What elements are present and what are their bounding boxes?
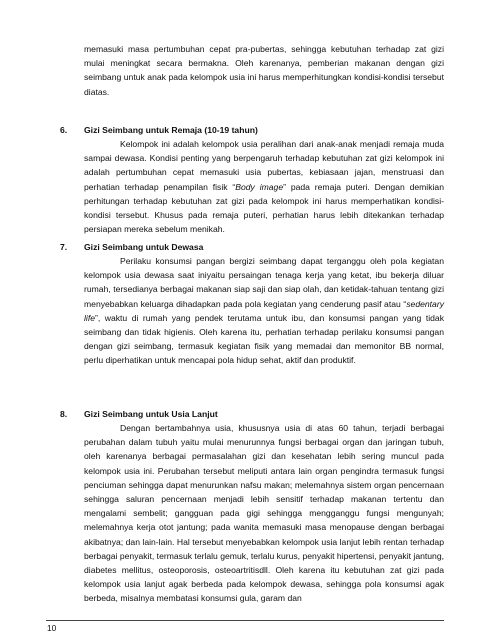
section-6-body [84,137,444,236]
section-6-title: Gizi Seimbang untuk Remaja (10-19 tahun) [84,125,258,135]
section-6-text-a: Kelompok ini adalah kelompok usia peralihan dari anak-anak menjadi remaja muda sampai dewasa. Kondisi penting yang berpengaruh terhadap kebutuhan zat gizi kelompok ini adalah pertumbuhan cepat memasuki usia pubertas, kebiasaan jajan, menstruasi dan perhatian terhadap penampilan fisik “ [84,139,444,192]
section-7-heading [60,240,444,254]
section-7-title: Gizi Seimbang untuk Dewasa [84,242,204,252]
footer-divider [46,620,444,621]
intro-paragraph-block [84,42,444,99]
section-7-text-b: ”, waktu di rumah yang pendek terutama untuk ibu, dan konsumsi pangan yang tidak seimbang dan tidak higienis. Oleh karena itu, perhatian terhadap perilaku konsumsi pangan dengan gizi seimbang, termasuk kegiatan fisik yang memadai dan memonitor BB normal, perlu diperhatikan untuk mencapai pola hidup sehat, aktif dan produktif. [84,312,444,366]
section-6-paragraph [84,137,444,236]
section-7-number: 7. [60,242,68,252]
section-8-text-a: Dengan bertambahnya usia, khususnya usia di atas 60 tahun, terjadi berbagai perubahan dalam tubuh yaitu mulai menurunnya fungsi berbagai organ dan jaringan tubuh, oleh karenanya berbagai permasalahan gizi dan kesehatan lebih sering muncul pada kelompok usia ini. Perubahan tersebut meliputi antara lain organ pengindra termasuk fungsi penciuman sehingga dapat menurunkan nafsu makan; melemahnya sistem organ pencernaan sehingga saluran pencernaan menjadi lebih sensitif terhadap makanan tertentu dan mengalami sembelit; gangguan pada gigi sehingga mengganggu fungsi mengunyah; melemahnya kerja otot jantung; pada wanita memasuki masa menopause dengan berbagai akibatnya; dan lain-lain. Hal tersebut menyebabkan kelompok usia lanjut lebih rentan terhadap berbagai penyakit, termasuk terlalu gemuk, terlalu kurus, penyakit hipertensi, penyakit jantung, diabetes mellitus, osteoporosis, osteoartritisdll. Oleh karena itu kebutuhan zat gizi pada kelompok usia lanjut agak berbeda pada kelompok dewasa, sehingga pola konsumsi agak berbeda, misalnya membatasi konsumsi gula, garam dan [84,423,444,604]
intro-paragraph: memasuki masa pertumbuhan cepat pra-pubertas, sehingga kebutuhan terhadap zat gizi mulai meningkat secara bermakna. Oleh karenanya, pemberian makanan dengan gizi seimbang untuk anak pada kelompok usia ini harus memperhitungkan kondisi-kondisi tersebut diatas. [84,44,444,97]
section-8-body [84,421,444,606]
section-6-text-b: ” pada remaja puteri. Dengan demikian perhitungan terhadap kebutuhan zat gizi pada kelompok ini harus memperhatikan kondisi-kondisi tersebut. Khusus pada remaja puteri, perhatian harus lebih ditekankan terhadap persiapan mereka sebelum menikah. [84,181,444,235]
section-7-body [84,254,444,368]
section-8-heading [60,407,444,421]
section-6-number: 6. [60,125,68,135]
section-7-italic-term: sedentary life [84,298,444,323]
section-8-title: Gizi Seimbang untuk Usia Lanjut [84,409,218,419]
section-6-italic-term: Body image [235,181,284,192]
page-number: 10 [47,623,57,633]
section-8-paragraph [84,421,444,606]
section-7-paragraph [84,254,444,368]
section-6-heading [60,123,444,137]
section-7-text-a: Perilaku konsumsi pangan bergizi seimbang dapat terganggu oleh pola kegiatan kelompok usia dewasa saat iniyaitu persaingan tenaga kerja yang ketat, ibu bekerja diluar rumah, tersedianya berbagai makanan siap saji dan siap olah, dan ketidak-tahuan tentang gizi menyebabkan keluarga dihadapkan pada pola kegiatan yang cenderung pasif atau “ [84,256,444,309]
section-8-number: 8. [60,409,68,419]
